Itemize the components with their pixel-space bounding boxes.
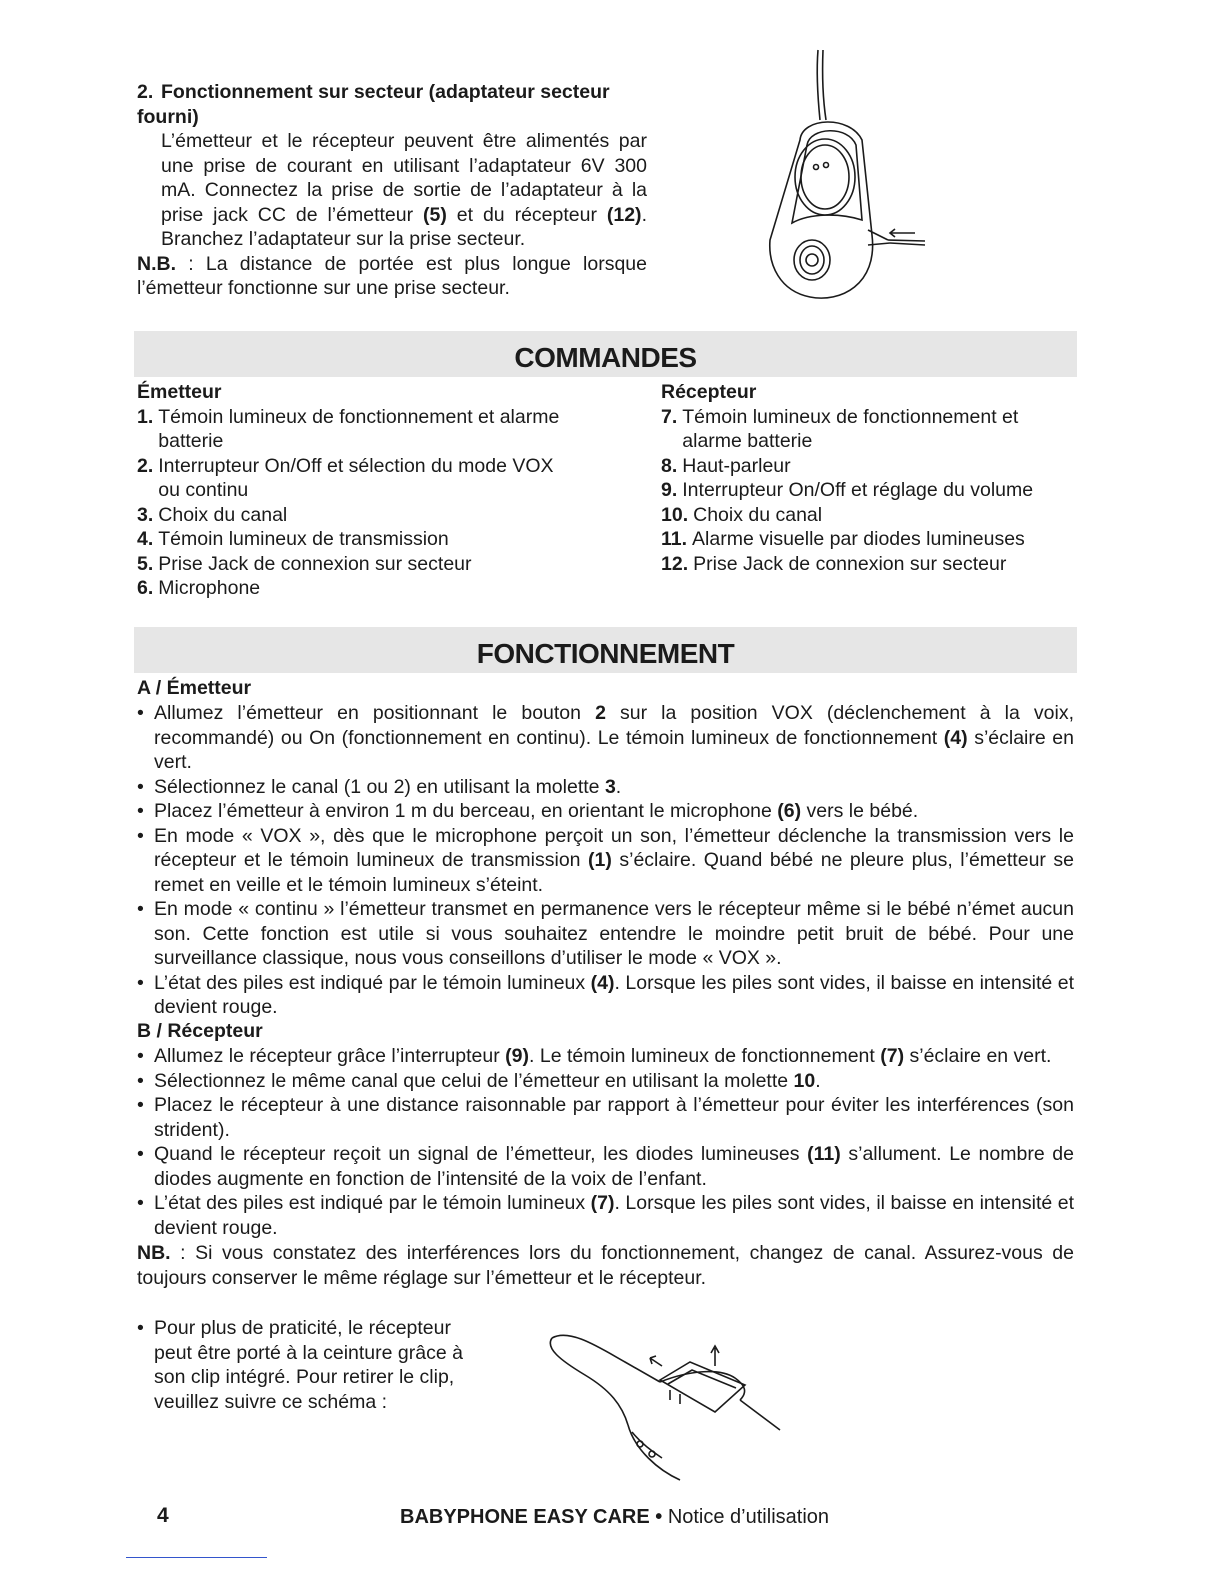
clip-text: Pour plus de praticité, le récepteur peut être porté à la ceinture grâce à son clip intégré. Pour retirer le clip, veuillez suivre ce schéma : — [154, 1317, 463, 1413]
item-number: 4. — [137, 528, 154, 550]
list-item — [137, 799, 1074, 824]
item-text: Choix du canal — [693, 503, 823, 526]
item-text: Microphone — [158, 577, 261, 599]
bullet: • — [137, 800, 144, 822]
section2-paragraph — [137, 129, 647, 252]
bullet: • — [137, 1045, 144, 1067]
ref: (7) — [590, 1192, 615, 1214]
list-item — [137, 552, 577, 577]
item-text: Prise Jack de connexion sur secteur — [158, 552, 472, 575]
list-item — [137, 1142, 1074, 1191]
emetteur-list — [137, 380, 577, 601]
item-number: 11. — [661, 528, 688, 550]
footer-brand: BABYPHONE EASY CARE — [400, 1506, 650, 1528]
list-item — [137, 701, 1074, 775]
bullet: • — [137, 1192, 144, 1214]
text: L’état des piles est indiqué par le témoin lumineux — [154, 971, 591, 994]
item-text: Témoin lumineux de fonctionnement et alarme batterie — [682, 405, 1019, 452]
item-text: Choix du canal — [158, 503, 288, 526]
list-item — [137, 897, 1074, 971]
ref: (12) — [606, 203, 642, 226]
text: Placez l’émetteur à environ 1 m du berceau, en orientant le microphone — [154, 800, 778, 822]
fonctionnement-heading: FONCTIONNEMENT — [134, 627, 1077, 673]
text: . Lorsque les piles sont vides, il baisse en intensité et devient rouge. — [154, 971, 1074, 1018]
recepteur-instructions — [137, 1044, 1074, 1240]
list-item — [661, 552, 1081, 577]
transmitter-with-adapter-illustration — [740, 45, 940, 310]
item-number: 7. — [661, 405, 678, 428]
item-number: 6. — [137, 577, 154, 599]
list-item — [137, 824, 1074, 898]
list-item — [137, 1044, 1074, 1069]
belt-clip-instruction — [137, 1316, 482, 1414]
section2-note — [137, 252, 647, 301]
list-item — [137, 454, 577, 503]
section2-title: Fonctionnement sur secteur (adaptateur secteur fourni) — [137, 81, 610, 128]
text: . — [815, 1069, 821, 1092]
ref: 2 — [595, 702, 606, 724]
text: . Lorsque les piles sont vides, il baisse en intensité et devient rouge. — [154, 1192, 1074, 1239]
text: s’éclaire en vert. — [904, 1045, 1052, 1067]
section2-heading — [137, 80, 647, 129]
text: . Le témoin lumineux de fonctionnement — [529, 1045, 881, 1067]
subsection-a-title: A / Émetteur — [137, 677, 252, 699]
list-item — [661, 478, 1081, 503]
ref: (9) — [505, 1045, 530, 1067]
recepteur-title: Récepteur — [661, 381, 757, 403]
item-number: 2. — [137, 454, 154, 477]
emetteur-title: Émetteur — [137, 381, 222, 403]
bullet: • — [137, 775, 144, 798]
item-number: 1. — [137, 405, 154, 428]
list-item — [137, 527, 577, 552]
bullet: • — [137, 1069, 144, 1092]
item-number: 10. — [661, 503, 689, 526]
nb-text: : Si vous constatez des interférences lors du fonctionnement, changez de canal. Assurez-vous de toujours conserver le même réglage sur l’émetteur et le récepteur. — [137, 1242, 1074, 1289]
item-text: Témoin lumineux de fonctionnement et alarme batterie — [158, 405, 560, 452]
text: L’état des piles est indiqué par le témoin lumineux — [154, 1192, 591, 1214]
list-item — [137, 1093, 1074, 1142]
bullet: • — [137, 898, 144, 920]
list-item — [661, 527, 1081, 552]
commandes-heading: COMMANDES — [134, 331, 1077, 377]
ref: 3 — [604, 775, 616, 798]
bullet: • — [137, 1094, 144, 1116]
ref: (4) — [590, 971, 615, 994]
item-text: Haut-parleur — [682, 454, 791, 477]
footer-divider — [126, 1557, 267, 1558]
footer-title — [400, 1505, 829, 1530]
list-item — [661, 405, 1081, 454]
text: sur la position VOX (déclenchement à la voix, recommandé) ou On (fonctionnement en continu). Le témoin lumineux de fonctionnement — [154, 702, 1074, 749]
ref: 10 — [793, 1069, 816, 1092]
item-number: 5. — [137, 552, 154, 575]
footer-separator: • — [649, 1506, 668, 1528]
bullet: • — [137, 971, 144, 994]
ref: (1) — [588, 849, 612, 871]
bullet: • — [137, 1317, 144, 1339]
emetteur-instructions — [137, 701, 1074, 1020]
text: En mode « continu » l’émetteur transmet en permanence vers le récepteur même si le bébé n’émet aucun son. Cette fonction est utile si vous souhaitez entendre le moindre petit bruit de bébé. Pour une surveillance classique, nous vous conseillons d’utiliser le mode « VOX ». — [154, 898, 1074, 969]
item-number: 9. — [661, 479, 678, 501]
interference-note — [137, 1241, 1074, 1290]
bullet: • — [137, 824, 144, 847]
list-item — [137, 503, 577, 528]
nb-text: : La distance de portée est plus longue lorsque l’émetteur fonctionne sur une prise secteur. — [137, 252, 647, 299]
section-power-supply — [137, 80, 647, 301]
list-item — [661, 503, 1081, 528]
list-item — [137, 405, 577, 454]
nb-label: NB. — [137, 1242, 171, 1264]
item-text: Prise Jack de connexion sur secteur — [693, 552, 1007, 575]
item-number: 3. — [137, 503, 154, 526]
text: s’éclaire en vert. — [154, 726, 1074, 773]
text: Placez le récepteur à une distance raisonnable par rapport à l’émetteur pour éviter les interférences (son strident). — [154, 1094, 1074, 1141]
list-item — [137, 576, 577, 601]
text: L’émetteur et le récepteur peuvent être alimentés par une prise de courant en utilisant l’adaptateur 6V 300 mA. Connectez la prise de sortie de l’adaptateur à la prise jack CC de l’émetteur — [161, 130, 647, 226]
recepteur-list — [661, 380, 1081, 576]
text: Allumez le récepteur grâce l’interrupteur — [154, 1045, 506, 1067]
text: Sélectionnez le canal (1 ou 2) en utilisant la molette — [154, 775, 605, 798]
footer-subtitle: Notice d’utilisation — [667, 1506, 830, 1528]
belt-clip-removal-illustration — [540, 1320, 790, 1495]
text: et du récepteur — [446, 203, 607, 226]
list-item — [137, 1191, 1074, 1240]
text: . — [615, 775, 622, 798]
item-text: Alarme visuelle par diodes lumineuses — [692, 528, 1025, 550]
bullet: • — [137, 702, 144, 724]
item-text: Interrupteur On/Off et réglage du volume — [682, 479, 1034, 501]
ref: (5) — [423, 203, 447, 226]
text: vers le bébé. — [801, 800, 919, 822]
list-item — [137, 775, 1074, 800]
section2-number: 2. — [137, 81, 154, 103]
ref: (11) — [807, 1143, 841, 1165]
item-number: 12. — [661, 552, 689, 575]
text: s’éclaire. Quand bébé ne pleure plus, l’émetteur se remet en veille et le témoin lumineux s’éteint. — [154, 849, 1075, 896]
ref: (4) — [943, 726, 968, 749]
ref: (6) — [777, 800, 802, 822]
ref: (7) — [880, 1045, 905, 1067]
text: Allumez l’émetteur en positionnant le bouton — [154, 702, 596, 724]
item-text: Interrupteur On/Off et sélection du mode VOX ou continu — [158, 454, 554, 501]
text: Sélectionnez le même canal que celui de l’émetteur en utilisant la molette — [154, 1069, 794, 1092]
bullet: • — [137, 1143, 144, 1165]
list-item — [661, 454, 1081, 479]
subsection-b-title: B / Récepteur — [137, 1020, 263, 1042]
item-number: 8. — [661, 454, 678, 477]
text: . Branchez l’adaptateur sur la prise secteur. — [161, 203, 647, 250]
text: s’allument. Le nombre de diodes augmente en fonction de l’intensité de la voix de l’enfant. — [154, 1143, 1074, 1190]
text: Quand le récepteur reçoit un signal de l’émetteur, les diodes lumineuses — [154, 1143, 808, 1165]
list-item — [137, 1069, 1074, 1094]
list-item — [137, 971, 1074, 1020]
page-number: 4 — [157, 1504, 169, 1527]
item-text: Témoin lumineux de transmission — [158, 528, 449, 550]
text: En mode « VOX », dès que le microphone perçoit un son, l’émetteur déclenche la transmission vers le récepteur et le témoin lumineux de transmission — [154, 824, 1074, 871]
nb-label: N.B. — [137, 252, 176, 275]
